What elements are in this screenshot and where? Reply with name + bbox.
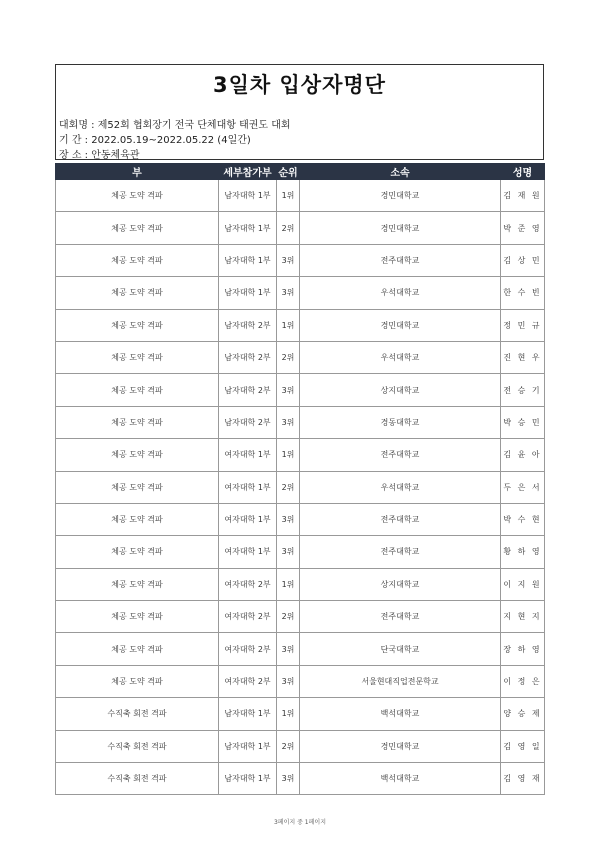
cell-name: 김 영 일 [501, 730, 545, 762]
cell-rank: 2위 [277, 341, 300, 373]
cell-category: 여자대학 2부 [219, 665, 277, 697]
competition-value: 제52회 협회장기 전국 단체대항 태권도 대회 [97, 120, 291, 131]
cell-division: 체공 도약 격파 [56, 439, 219, 471]
cell-name: 양 승 제 [501, 698, 545, 730]
cell-category: 남자대학 2부 [219, 406, 277, 438]
cell-affiliation: 경동대학교 [300, 406, 501, 438]
cell-division: 체공 도약 격파 [56, 568, 219, 600]
cell-affiliation: 경민대학교 [300, 212, 501, 244]
cell-name: 전 승 기 [501, 374, 545, 406]
cell-rank: 3위 [277, 633, 300, 665]
cell-name: 김 재 원 [501, 180, 545, 212]
period-label: 기 간 : [59, 135, 89, 146]
table-header-row [56, 164, 545, 180]
cell-category: 남자대학 1부 [219, 763, 277, 795]
cell-name: 박 승 민 [501, 406, 545, 438]
cell-category: 남자대학 1부 [219, 730, 277, 762]
cell-name: 한 수 빈 [501, 277, 545, 309]
header-category: 세부참가부 [219, 164, 277, 180]
cell-division: 체공 도약 격파 [56, 503, 219, 535]
header-name: 성명 [501, 164, 545, 180]
cell-division: 체공 도약 격파 [56, 601, 219, 633]
cell-category: 남자대학 1부 [219, 244, 277, 276]
cell-division: 체공 도약 격파 [56, 212, 219, 244]
cell-rank: 1위 [277, 568, 300, 600]
table-row [56, 763, 545, 795]
competition-line [59, 116, 291, 131]
cell-division: 체공 도약 격파 [56, 277, 219, 309]
cell-rank: 2위 [277, 212, 300, 244]
table-row [56, 633, 545, 665]
cell-affiliation: 경민대학교 [300, 309, 501, 341]
cell-affiliation: 단국대학교 [300, 633, 501, 665]
table-row [56, 665, 545, 697]
cell-category: 여자대학 1부 [219, 503, 277, 535]
table-row [56, 439, 545, 471]
table-row [56, 341, 545, 373]
venue-line [59, 146, 140, 161]
period-value: 2022.05.19~2022.05.22 (4일간) [91, 135, 251, 146]
cell-affiliation: 우석대학교 [300, 471, 501, 503]
cell-rank: 3위 [277, 244, 300, 276]
table-row [56, 698, 545, 730]
cell-affiliation: 전주대학교 [300, 601, 501, 633]
cell-division: 수직축 회전 격파 [56, 698, 219, 730]
venue-label: 장 소 : [59, 150, 89, 161]
table-row [56, 568, 545, 600]
cell-category: 여자대학 1부 [219, 439, 277, 471]
cell-affiliation: 우석대학교 [300, 341, 501, 373]
cell-rank: 1위 [277, 698, 300, 730]
cell-affiliation: 전주대학교 [300, 439, 501, 471]
header-affiliation: 소속 [300, 164, 501, 180]
cell-affiliation: 상지대학교 [300, 568, 501, 600]
competition-label: 대회명 : [59, 120, 95, 131]
cell-name: 장 하 영 [501, 633, 545, 665]
cell-affiliation: 우석대학교 [300, 277, 501, 309]
cell-division: 체공 도약 격파 [56, 180, 219, 212]
cell-category: 여자대학 2부 [219, 568, 277, 600]
cell-division: 수직축 회전 격파 [56, 763, 219, 795]
cell-division: 체공 도약 격파 [56, 244, 219, 276]
cell-rank: 3위 [277, 406, 300, 438]
cell-category: 여자대학 1부 [219, 471, 277, 503]
cell-category: 남자대학 2부 [219, 341, 277, 373]
cell-rank: 2위 [277, 730, 300, 762]
cell-name: 이 정 은 [501, 665, 545, 697]
cell-category: 남자대학 2부 [219, 374, 277, 406]
cell-affiliation: 전주대학교 [300, 244, 501, 276]
cell-category: 남자대학 1부 [219, 277, 277, 309]
cell-name: 지 현 지 [501, 601, 545, 633]
cell-category: 여자대학 1부 [219, 536, 277, 568]
table-row [56, 536, 545, 568]
header-box [55, 64, 544, 160]
table-row [56, 730, 545, 762]
cell-division: 체공 도약 격파 [56, 471, 219, 503]
venue-value: 안동체육관 [91, 150, 140, 161]
cell-division: 체공 도약 격파 [56, 665, 219, 697]
cell-rank: 2위 [277, 601, 300, 633]
cell-name: 이 지 원 [501, 568, 545, 600]
cell-affiliation: 상지대학교 [300, 374, 501, 406]
table-row [56, 374, 545, 406]
cell-division: 체공 도약 격파 [56, 374, 219, 406]
cell-division: 체공 도약 격파 [56, 309, 219, 341]
cell-rank: 1위 [277, 180, 300, 212]
cell-division: 체공 도약 격파 [56, 633, 219, 665]
table-row [56, 180, 545, 212]
cell-name: 정 민 규 [501, 309, 545, 341]
cell-name: 김 윤 아 [501, 439, 545, 471]
cell-name: 박 준 영 [501, 212, 545, 244]
cell-rank: 3위 [277, 503, 300, 535]
cell-name: 김 영 재 [501, 763, 545, 795]
cell-affiliation: 전주대학교 [300, 503, 501, 535]
table-row [56, 309, 545, 341]
cell-rank: 3위 [277, 374, 300, 406]
cell-rank: 2위 [277, 471, 300, 503]
period-line [59, 131, 251, 146]
cell-category: 여자대학 2부 [219, 601, 277, 633]
cell-category: 남자대학 1부 [219, 212, 277, 244]
cell-category: 남자대학 1부 [219, 698, 277, 730]
cell-rank: 3위 [277, 763, 300, 795]
cell-division: 체공 도약 격파 [56, 406, 219, 438]
cell-category: 남자대학 1부 [219, 180, 277, 212]
cell-division: 수직축 회전 격파 [56, 730, 219, 762]
cell-name: 박 수 현 [501, 503, 545, 535]
table-row [56, 212, 545, 244]
cell-name: 두 은 서 [501, 471, 545, 503]
page-footer: 3페이지 중 1페이지 [273, 819, 327, 826]
cell-rank: 3위 [277, 277, 300, 309]
table-row [56, 244, 545, 276]
table-row [56, 471, 545, 503]
cell-division: 체공 도약 격파 [56, 536, 219, 568]
cell-division: 체공 도약 격파 [56, 341, 219, 373]
cell-category: 남자대학 2부 [219, 309, 277, 341]
cell-category: 여자대학 2부 [219, 633, 277, 665]
header-rank: 순위 [277, 164, 300, 180]
table-row [56, 503, 545, 535]
cell-rank: 3위 [277, 665, 300, 697]
cell-affiliation: 백석대학교 [300, 698, 501, 730]
cell-affiliation: 전주대학교 [300, 536, 501, 568]
cell-affiliation: 경민대학교 [300, 180, 501, 212]
cell-rank: 3위 [277, 536, 300, 568]
table-row [56, 406, 545, 438]
cell-affiliation: 서울현대직업전문학교 [300, 665, 501, 697]
header-division: 부 [56, 164, 219, 180]
results-table [55, 163, 545, 795]
cell-name: 김 상 민 [501, 244, 545, 276]
page-title: 3일차 입상자명단 [213, 73, 386, 97]
cell-rank: 1위 [277, 439, 300, 471]
cell-affiliation: 백석대학교 [300, 763, 501, 795]
table-row [56, 601, 545, 633]
cell-affiliation: 경민대학교 [300, 730, 501, 762]
cell-rank: 1위 [277, 309, 300, 341]
cell-name: 황 하 영 [501, 536, 545, 568]
table-row [56, 277, 545, 309]
cell-name: 진 현 우 [501, 341, 545, 373]
